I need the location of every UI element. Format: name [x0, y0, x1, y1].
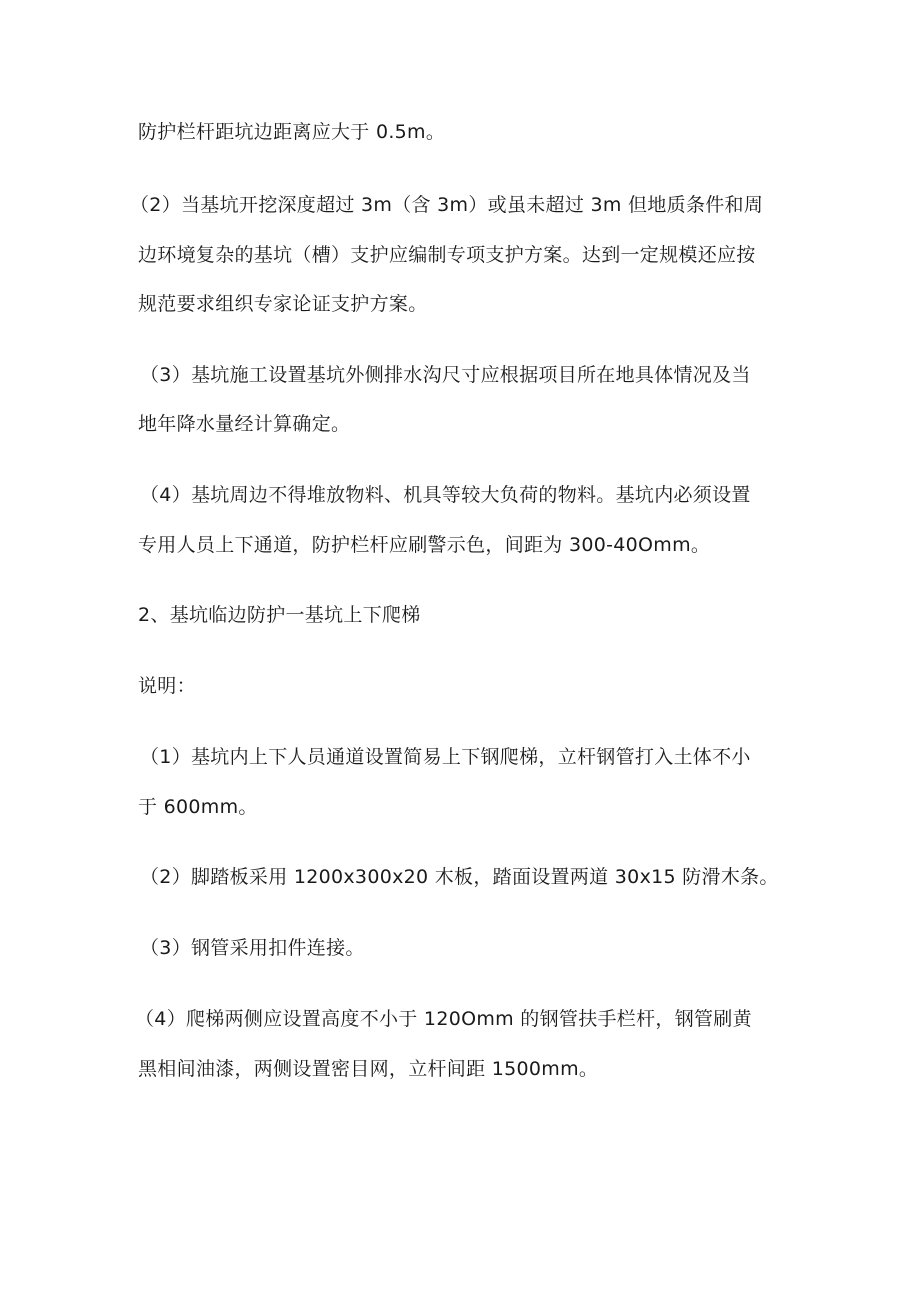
text-line: （3）钢管采用扣件连接。: [140, 937, 365, 959]
text-line: （4）基坑周边不得堆放物料、机具等较大负荷的物料。基坑内必须设置: [140, 484, 751, 506]
text-line: 说明：: [138, 675, 196, 697]
text-line: 黑相间油漆，两侧设置密目网，立杆间距 1500mm。: [138, 1058, 599, 1080]
text-line: （2）脚踏板采用 1200x300x20 木板，踏面设置两道 30x15 防滑木条。: [140, 866, 779, 888]
text-line: 地年降水量经计算确定。: [138, 413, 351, 435]
text-line: 专用人员上下通道，防护栏杆应刷警示色，间距为 300-40Omm。: [138, 534, 711, 556]
text-line: （1）基坑内上下人员通道设置简易上下钢爬梯，立杆钢管打入土体不小: [140, 746, 751, 768]
text-line: 于 600mm。: [138, 796, 258, 818]
section-heading: 2、基坑临边防护一基坑上下爬梯: [138, 604, 421, 626]
text-line: （3）基坑施工设置基坑外侧排水沟尺寸应根据项目所在地具体情况及当: [140, 364, 751, 386]
text-line: （2）当基坑开挖深度超过 3m（含 3m）或虽未超过 3m 但地质条件和周: [130, 194, 764, 216]
text-line: 规范要求组织专家论证支护方案。: [138, 293, 428, 315]
text-line: 边环境复杂的基坑（槽）支护应编制专项支护方案。达到一定规模还应按: [138, 244, 756, 266]
text-line: （4）爬梯两侧应设置高度不小于 120Omm 的钢管扶手栏杆，钢管刷黄: [135, 1008, 752, 1030]
text-line: 防护栏杆距坑边距离应大于 0.5m。: [138, 121, 446, 143]
